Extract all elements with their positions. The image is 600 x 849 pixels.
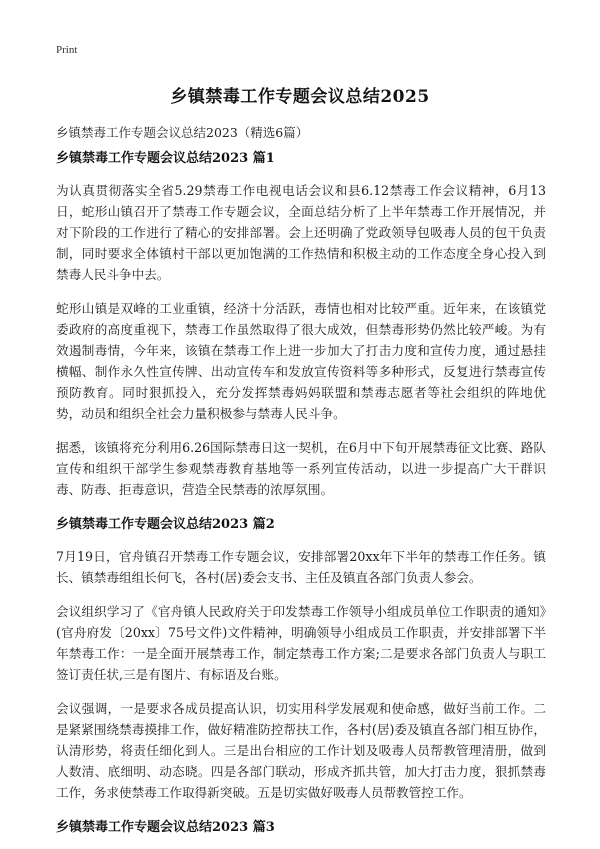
section-heading: 乡镇禁毒工作专题会议总结2023 篇1 bbox=[56, 151, 275, 166]
paragraph: 据悉，该镇将充分利用6.26国际禁毒日这一契机，在6月中下旬开展禁毒征文比赛、路队宣传和组织干部学生参观禁毒教育基地等一系列宣传活动，以进一步提高广大干群识毒、防毒、拒毒意识，营造全民禁毒的浓厚氛围。 bbox=[56, 440, 546, 497]
section-1 bbox=[56, 147, 546, 500]
section-heading: 乡镇禁毒工作专题会议总结2023 篇2 bbox=[56, 517, 275, 532]
print-link[interactable]: Print bbox=[56, 44, 78, 56]
section-3 bbox=[56, 816, 546, 835]
document-subtitle: 乡镇禁毒工作专题会议总结2023（精选6篇） bbox=[56, 125, 309, 140]
paragraph: 会议组织学习了《官舟镇人民政府关于印发禁毒工作领导小组成员单位工作职责的通知》(官舟府发〔20xx〕75号文件)文件精神，明确领导小组成员工作职责，并安排部署下半年禁毒工作：一是全面开展禁毒工作，制定禁毒工作方案;二是要求各部门负责人与职工签订责任状,三是有图片、有标语及台账。 bbox=[56, 604, 546, 682]
section-heading: 乡镇禁毒工作专题会议总结2023 篇3 bbox=[56, 820, 275, 835]
paragraph: 为认真贯彻落实全省5.29禁毒工作电视电话会议和县6.12禁毒工作会议精神，6月13日，蛇形山镇召开了禁毒工作专题会议，全面总结分析了上半年禁毒工作开展情况，并对下阶段的工作进行了精心的安排部署。会上还明确了党政领导包吸毒人员的包干负责制，同时要求全体镇村干部以更加饱满的工作热情和积极主动的工作态度全身心投入到禁毒人民斗争中去。 bbox=[56, 183, 546, 282]
paragraph: 7月19日，官舟镇召开禁毒工作专题会议，安排部署20xx年下半年的禁毒工作任务。镇长、镇禁毒组组长何飞，各村(居)委会支书、主任及镇直各部门负责人参会。 bbox=[56, 549, 546, 585]
paragraph: 会议强调，一是要求各成员提高认识，切实用科学发展观和使命感，做好当前工作。二是紧紧围绕禁毒摸排工作，做好精准防控帮扶工作，各村(居)委及镇直各部门相互协作，认清形势，将责任细化到人。三是出台相应的工作计划及吸毒人员帮教管理清册，做到人数清、底细明、动态晓。四是各部门联动，形成齐抓共管，加大打击力度，狠抓禁毒工作，务求使禁毒工作取得新突破。五是切实做好吸毒人员帮教管控工作。 bbox=[56, 701, 546, 800]
paragraph: 蛇形山镇是双峰的工业重镇，经济十分活跃，毒情也相对比较严重。近年来，在该镇党委政府的高度重视下，禁毒工作虽然取得了很大成效，但禁毒形势仍然比较严峻。为有效遏制毒情，今年来，该镇在禁毒工作上进一步加大了打击力度和宣传力度，通过悬挂横幅、制作永久性宣传牌、出动宣传车和发放宣传资料等多种形式，反复进行禁毒宣传预防教育。同时狠抓投入，充分发挥禁毒妈妈联盟和禁毒志愿者等社会组织的阵地优势，动员和组织全社会力量积极参与禁毒人民斗争。 bbox=[56, 301, 546, 421]
section-2 bbox=[56, 513, 546, 803]
document-title: 乡镇禁毒工作专题会议总结2025 bbox=[170, 87, 430, 107]
document-body bbox=[56, 147, 546, 849]
